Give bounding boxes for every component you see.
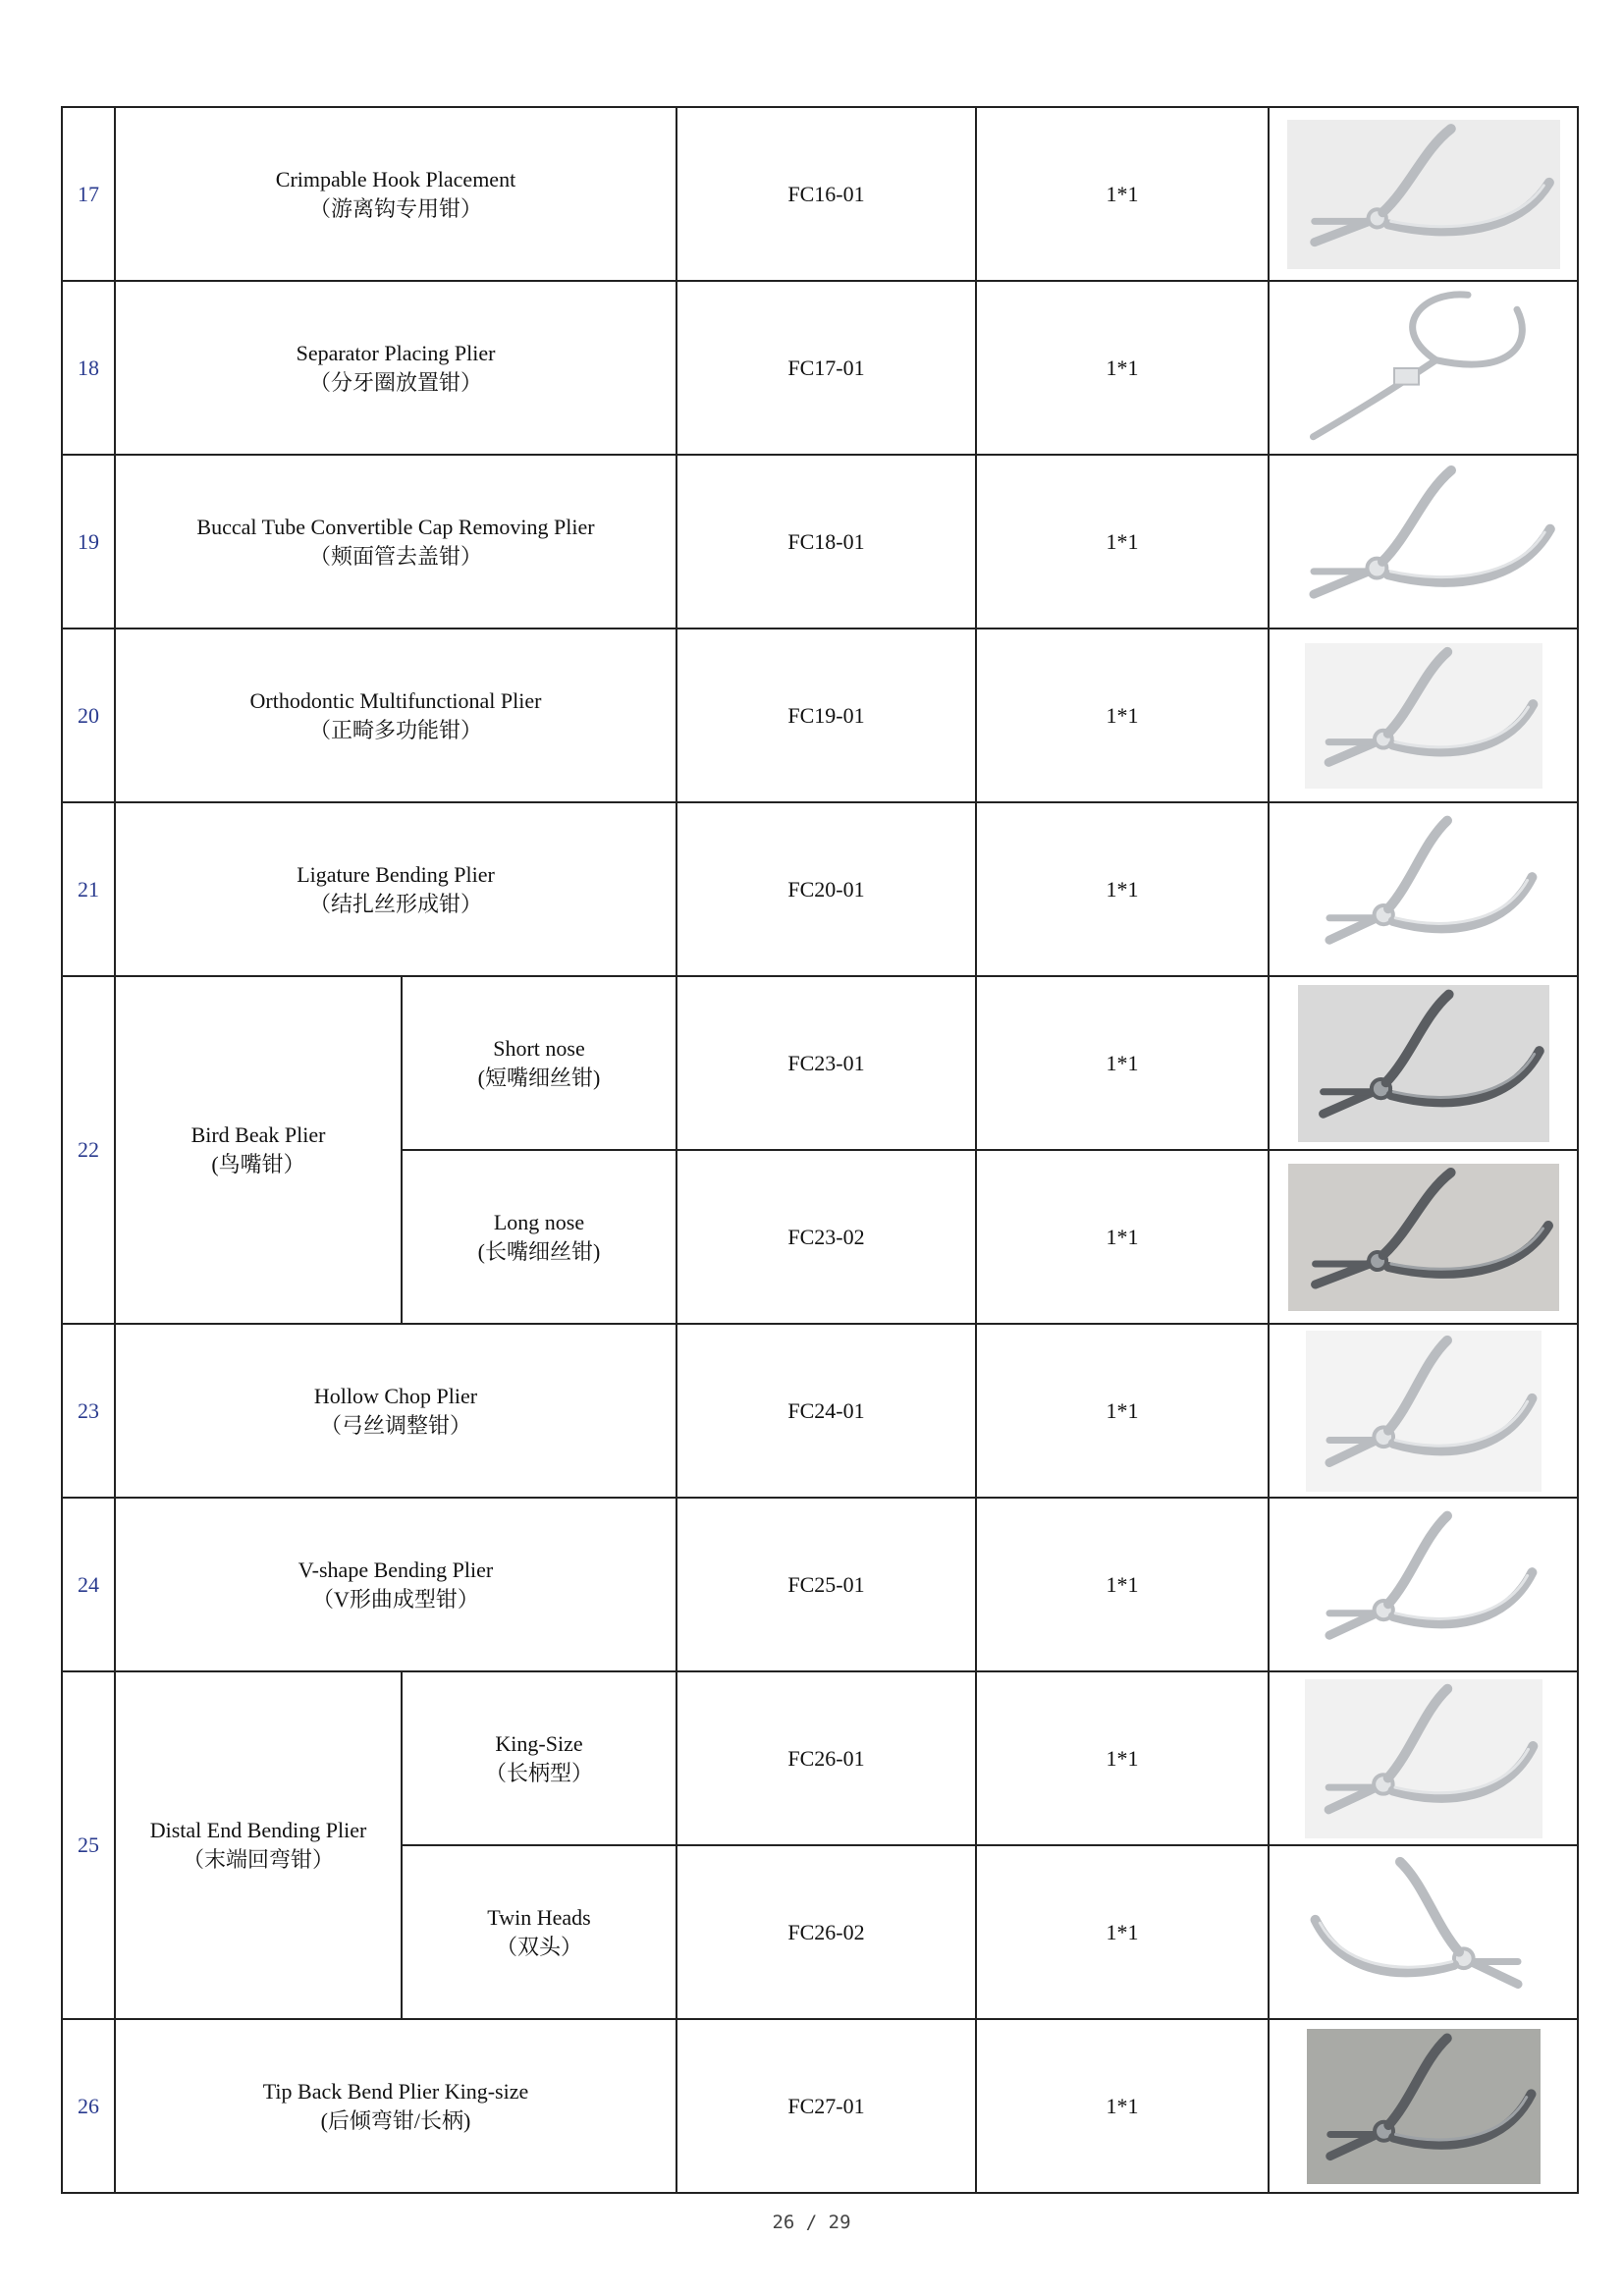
product-code: FC18-01 [787, 528, 865, 554]
product-quantity: 1*1 [1106, 1571, 1139, 1597]
product-code: FC26-01 [787, 1745, 865, 1771]
product-quantity-cell [976, 281, 1269, 455]
table-row [62, 629, 1578, 802]
product-code: FC23-02 [787, 1224, 865, 1249]
product-name-en: Hollow Chop Plier [313, 1383, 478, 1408]
product-code-cell [676, 976, 976, 1150]
product-name-cell [115, 629, 676, 802]
table-row [62, 281, 1578, 455]
product-quantity-cell [976, 1498, 1269, 1671]
row-number: 17 [78, 181, 99, 206]
ligature-bending-plier-photo [1306, 811, 1542, 968]
product-table [61, 106, 1579, 2194]
product-quantity-cell [976, 629, 1269, 802]
product-quantity: 1*1 [1106, 528, 1139, 554]
product-photo-cell [1269, 281, 1578, 455]
product-code-cell [676, 107, 976, 281]
row-number: 21 [78, 876, 99, 902]
variant-name-en: Twin Heads [487, 1904, 591, 1930]
table-body [62, 107, 1578, 2193]
product-name-cn: (后倾弯钳/长柄) [320, 2107, 471, 2133]
product-name-en: Ligature Bending Plier [297, 861, 495, 887]
tip-back-bend-plier-photo [1307, 2029, 1541, 2184]
product-name-en: Orthodontic Multifunctional Plier [249, 687, 542, 713]
product-name-en: Bird Beak Plier [190, 1122, 326, 1147]
crimpable-hook-plier-photo [1287, 120, 1560, 269]
multifunctional-plier-photo [1305, 643, 1542, 789]
hollow-chop-plier-photo [1306, 1331, 1542, 1492]
product-name-cn: (鸟嘴钳） [211, 1152, 305, 1176]
row-number-cell [62, 802, 115, 976]
v-shape-bending-plier-photo [1306, 1506, 1542, 1664]
row-number-cell [62, 1324, 115, 1498]
distal-end-twin-heads-photo [1306, 1852, 1542, 2013]
table-row [62, 455, 1578, 629]
product-photo-cell [1269, 976, 1578, 1150]
row-number: 23 [78, 1397, 99, 1423]
product-name-cell [115, 1498, 676, 1671]
product-quantity: 1*1 [1106, 876, 1139, 902]
product-quantity-cell [976, 107, 1269, 281]
product-name-cell [115, 455, 676, 629]
product-name-cn: （正畸多功能钳） [308, 717, 482, 742]
table-row [62, 107, 1578, 281]
row-number: 22 [78, 1137, 99, 1162]
product-name-cn: （结扎丝形成钳） [308, 891, 482, 916]
row-number: 26 [78, 2093, 99, 2118]
variant-name-cell [402, 1845, 676, 2019]
product-name-cell [115, 1324, 676, 1498]
row-number: 24 [78, 1571, 99, 1597]
product-name-cell [115, 1671, 402, 2019]
product-code: FC24-01 [787, 1397, 865, 1423]
product-quantity: 1*1 [1106, 1919, 1139, 1944]
product-quantity: 1*1 [1106, 1745, 1139, 1771]
product-code: FC26-02 [787, 1919, 865, 1944]
separator-placing-plier-photo [1301, 287, 1546, 450]
product-code-cell [676, 1324, 976, 1498]
product-name-cell [115, 2019, 676, 2193]
product-photo-cell [1269, 455, 1578, 629]
product-photo-cell [1269, 1150, 1578, 1324]
product-quantity: 1*1 [1106, 1397, 1139, 1423]
product-name-cn: （分牙圈放置钳） [308, 369, 482, 395]
variant-name-cell [402, 976, 676, 1150]
product-code: FC20-01 [787, 876, 865, 902]
product-name-cell [115, 802, 676, 976]
distal-end-king-size-photo [1305, 1679, 1542, 1838]
product-name-en: V-shape Bending Plier [298, 1557, 494, 1582]
variant-name-cell [402, 1150, 676, 1324]
product-quantity-cell [976, 455, 1269, 629]
product-name-en: Tip Back Bend Plier King-size [262, 2078, 529, 2104]
product-code-cell [676, 2019, 976, 2193]
product-code: FC17-01 [787, 355, 865, 380]
variant-name-cn: （长柄型） [484, 1760, 593, 1785]
bird-beak-long-nose-photo [1288, 1164, 1559, 1311]
variant-name-cn: (长嘴细丝钳) [477, 1238, 601, 1264]
product-photo-cell [1269, 107, 1578, 281]
row-number-cell [62, 281, 115, 455]
product-name-cn: （末端回弯钳） [182, 1847, 334, 1872]
product-name-en: Crimpable Hook Placement [275, 166, 516, 191]
row-number-cell [62, 107, 115, 281]
table-row [62, 1671, 1578, 1845]
product-quantity-cell [976, 1150, 1269, 1324]
bird-beak-short-nose-photo [1298, 985, 1549, 1142]
product-code: FC23-01 [787, 1050, 865, 1075]
variant-name-en: Long nose [493, 1209, 585, 1234]
product-quantity-cell [976, 1845, 1269, 2019]
product-code: FC16-01 [787, 181, 865, 206]
product-name-en: Distal End Bending Plier [149, 1818, 367, 1842]
product-photo-cell [1269, 629, 1578, 802]
row-number-cell [62, 1671, 115, 2019]
product-name-cn: （颊面管去盖钳） [308, 543, 482, 569]
product-name-cell [115, 976, 402, 1324]
row-number-cell [62, 1498, 115, 1671]
row-number-cell [62, 2019, 115, 2193]
product-photo-cell [1269, 1671, 1578, 1845]
product-quantity: 1*1 [1106, 702, 1139, 728]
product-name-cn: （弓丝调整钳） [319, 1412, 471, 1438]
product-quantity: 1*1 [1106, 1050, 1139, 1075]
product-quantity-cell [976, 1671, 1269, 1845]
product-code-cell [676, 1671, 976, 1845]
row-number: 18 [78, 355, 99, 380]
row-number: 20 [78, 702, 99, 728]
product-name-cell [115, 107, 676, 281]
product-quantity-cell [976, 2019, 1269, 2193]
row-number: 25 [78, 1832, 99, 1857]
product-photo-cell [1269, 2019, 1578, 2193]
product-code-cell [676, 1845, 976, 2019]
product-photo-cell [1269, 1324, 1578, 1498]
product-name-cell [115, 281, 676, 455]
variant-name-cell [402, 1671, 676, 1845]
variant-name-en: King-Size [495, 1730, 583, 1756]
table-row [62, 1498, 1578, 1671]
product-photo-cell [1269, 1498, 1578, 1671]
product-quantity: 1*1 [1106, 1224, 1139, 1249]
product-code-cell [676, 281, 976, 455]
product-code: FC25-01 [787, 1571, 865, 1597]
variant-name-en: Short nose [493, 1035, 585, 1061]
product-quantity-cell [976, 1324, 1269, 1498]
product-quantity: 1*1 [1106, 2093, 1139, 2118]
product-name-en: Buccal Tube Convertible Cap Removing Plier [196, 514, 595, 539]
product-name-cn: （游离钩专用钳） [308, 195, 482, 221]
row-number: 19 [78, 528, 99, 554]
product-quantity: 1*1 [1106, 355, 1139, 380]
product-name-en: Separator Placing Plier [296, 340, 496, 365]
row-number-cell [62, 976, 115, 1324]
product-code-cell [676, 629, 976, 802]
page-number: 26 / 29 [772, 2212, 851, 2233]
product-code: FC27-01 [787, 2093, 865, 2118]
product-code-cell [676, 1498, 976, 1671]
product-code-cell [676, 802, 976, 976]
product-code-cell [676, 455, 976, 629]
variant-name-cn: (短嘴细丝钳) [477, 1065, 601, 1090]
table-row [62, 802, 1578, 976]
product-quantity-cell [976, 976, 1269, 1150]
variant-name-cn: （双头） [495, 1934, 582, 1959]
table-row [62, 976, 1578, 1150]
product-photo-cell [1269, 1845, 1578, 2019]
product-code: FC19-01 [787, 702, 865, 728]
table-row [62, 1324, 1578, 1498]
row-number-cell [62, 629, 115, 802]
product-quantity: 1*1 [1106, 181, 1139, 206]
product-name-cn: （V形曲成型钳） [312, 1586, 479, 1612]
product-quantity-cell [976, 802, 1269, 976]
table-row [62, 2019, 1578, 2193]
product-code-cell [676, 1150, 976, 1324]
row-number-cell [62, 455, 115, 629]
product-photo-cell [1269, 802, 1578, 976]
buccal-tube-cap-removing-plier-photo [1286, 461, 1561, 624]
